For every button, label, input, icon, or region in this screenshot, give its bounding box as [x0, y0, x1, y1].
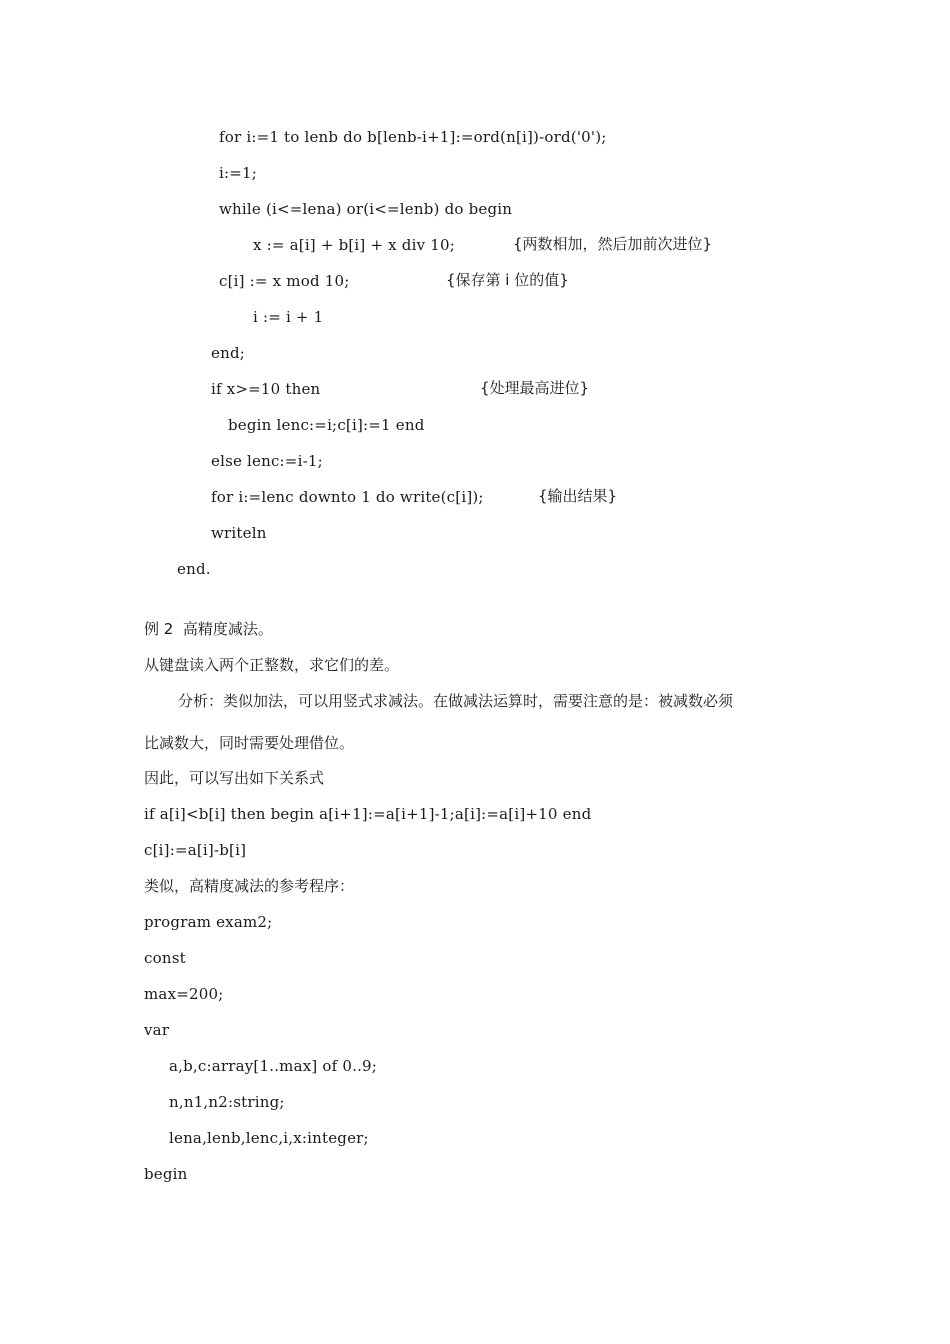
- code-line: i:=1;: [219, 164, 258, 182]
- relation-formula: c[i]:=a[i]-b[i]: [144, 841, 247, 859]
- code-line: i := i + 1: [253, 308, 324, 326]
- problem-statement: 从键盘读入两个正整数，求它们的差。: [144, 656, 400, 674]
- code-line: a,b,c:array[1..max] of 0..9;: [169, 1057, 378, 1075]
- code-line: else lenc:=i-1;: [211, 452, 323, 470]
- code-line: writeln: [211, 524, 267, 542]
- code-comment: {处理最高进位}: [480, 379, 590, 397]
- program-intro: 类似，高精度减法的参考程序：: [144, 877, 355, 895]
- code-line: end;: [211, 344, 245, 362]
- code-line: for i:=1 to lenb do b[lenb-i+1]:=ord(n[i])-ord('0');: [219, 128, 607, 146]
- code-line: if x>=10 then: [211, 380, 321, 398]
- code-comment: {两数相加，然后加前次进位}: [513, 235, 713, 253]
- code-line: max=200;: [144, 985, 224, 1003]
- code-line: for i:=lenc downto 1 do write(c[i]);: [211, 488, 484, 506]
- code-line: lena,lenb,lenc,i,x:integer;: [169, 1129, 369, 1147]
- analysis-paragraph: 分析：类似加法，可以用竖式求减法。在做减法运算时，需要注意的是：被减数必须: [178, 692, 734, 710]
- code-comment: {保存第 i 位的值}: [446, 271, 569, 289]
- code-comment: {输出结果}: [538, 487, 618, 505]
- section-heading: 例 2 高精度减法。: [144, 620, 273, 638]
- relation-formula: if a[i]<b[i] then begin a[i+1]:=a[i+1]-1;a[i]:=a[i]+10 end: [144, 805, 592, 823]
- code-line: var: [144, 1021, 170, 1039]
- code-line: begin: [144, 1165, 188, 1183]
- code-line: while (i<=lena) or(i<=lenb) do begin: [219, 200, 513, 218]
- code-line: n,n1,n2:string;: [169, 1093, 285, 1111]
- relation-intro: 因此，可以写出如下关系式: [144, 769, 325, 787]
- code-line: program exam2;: [144, 913, 273, 931]
- code-line: c[i] := x mod 10;: [219, 272, 350, 290]
- code-line: end.: [177, 560, 211, 578]
- code-line: begin lenc:=i;c[i]:=1 end: [228, 416, 425, 434]
- code-line: x := a[i] + b[i] + x div 10;: [253, 236, 455, 254]
- code-line: const: [144, 949, 186, 967]
- analysis-paragraph-cont: 比减数大，同时需要处理借位。: [144, 734, 355, 752]
